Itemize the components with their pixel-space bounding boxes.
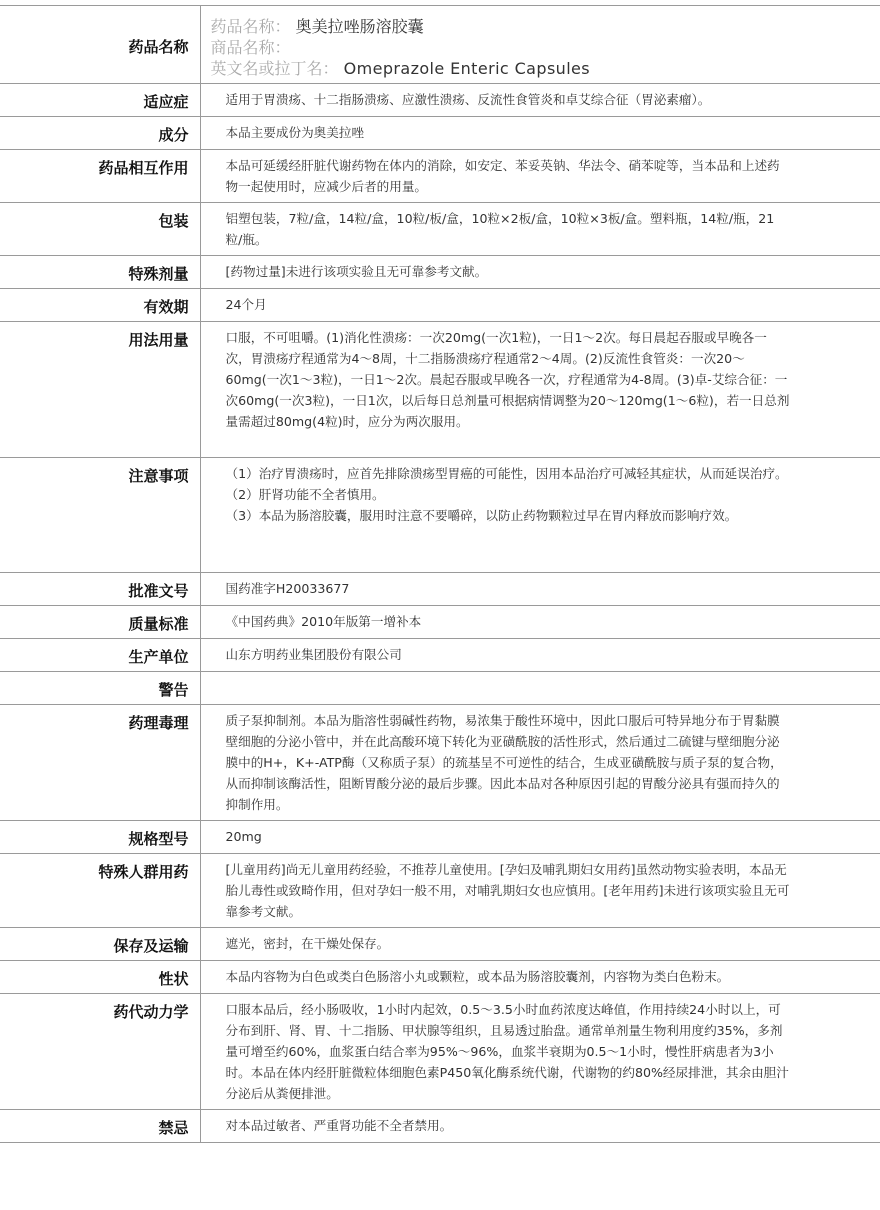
row-value xyxy=(200,150,880,203)
row-special-dose xyxy=(0,256,880,289)
trade-name-line xyxy=(211,37,880,58)
row-label xyxy=(0,1110,200,1143)
row-label xyxy=(0,6,200,84)
generic-name-line xyxy=(211,16,880,37)
pharmacology-label: 药理毒理 xyxy=(128,714,189,732)
composition-label: 成分 xyxy=(158,126,189,144)
row-storage xyxy=(0,928,880,961)
row-value xyxy=(200,705,880,821)
precaution-item: （1）治疗胃溃疡时，应首先排除溃疡型胃癌的可能性，因用本品治疗可减轻其症状，从而延误治疗。 xyxy=(225,466,788,481)
row-label xyxy=(0,821,200,854)
row-special-population xyxy=(0,854,880,928)
row-value xyxy=(200,1110,880,1143)
row-drug-name xyxy=(0,6,880,84)
row-value xyxy=(200,203,880,256)
row-warning xyxy=(0,672,880,705)
contraindication-value: 对本品过敏者、严重肾功能不全者禁用。 xyxy=(225,1118,453,1133)
drug-name-values xyxy=(200,6,880,84)
row-label xyxy=(0,672,200,705)
row-value xyxy=(200,289,880,322)
special-population-label: 特殊人群用药 xyxy=(98,863,189,881)
row-value xyxy=(200,606,880,639)
row-dosage xyxy=(0,322,880,458)
interaction-value: 本品可延缓经肝脏代谢药物在体内的消除，如安定、苯妥英钠、华法令、硝苯啶等，当本品和上述药物一起使用时，应减少后者的用量。 xyxy=(225,158,780,194)
row-value xyxy=(200,84,880,117)
special-dose-value: [药物过量]未进行该项实验且无可靠参考文献。 xyxy=(225,264,488,279)
pharmacokinetics-value: 口服本品后，经小肠吸收，1小时内起效，0.5～3.5小时血药浓度达峰值，作用持续24小时以上，可分布到肝、肾、胃、十二指肠、甲状腺等组织，且易透过胎盘。通常单剂量生物利用度约35%，多剂量可增至约60%，血浆蛋白结合率为95%～96%，血浆半衰期为0.5～1小时，慢性肝病患者为3小时。本品在体内经肝脏微粒体细胞色素P450氧化酶系统代谢，代谢物的约80%经尿排泄，其余由胆汁分泌后从粪便排泄。 xyxy=(225,1002,789,1101)
validity-value: 24个月 xyxy=(225,297,267,312)
trade-name-key: 商品名称： xyxy=(210,38,291,57)
row-value xyxy=(200,322,880,458)
row-label xyxy=(0,573,200,606)
row-pharmacology xyxy=(0,705,880,821)
appearance-value: 本品内容物为白色或类白色肠溶小丸或颗粒，或本品为肠溶胶囊剂，内容物为类白色粉末。 xyxy=(225,969,730,984)
drug-info-table xyxy=(0,5,880,1143)
row-value xyxy=(200,854,880,928)
dosage-label: 用法用量 xyxy=(128,331,189,349)
row-value xyxy=(200,672,880,705)
precaution-item: （2）肝肾功能不全者慎用。 xyxy=(225,487,385,502)
package-label: 包装 xyxy=(158,212,189,230)
indication-label: 适应症 xyxy=(143,93,189,111)
row-value xyxy=(200,639,880,672)
validity-label: 有效期 xyxy=(143,298,189,316)
row-indication xyxy=(0,84,880,117)
row-manufacturer xyxy=(0,639,880,672)
special-dose-label: 特殊剂量 xyxy=(128,265,189,283)
row-composition xyxy=(0,117,880,150)
row-label xyxy=(0,606,200,639)
row-value xyxy=(200,928,880,961)
precaution-item: （3）本品为肠溶胶囊，服用时注意不要嚼碎，以防止药物颗粒过早在胃内释放而影响疗效。 xyxy=(225,508,738,523)
english-name-key: 英文名或拉丁名： xyxy=(210,59,339,78)
row-package xyxy=(0,203,880,256)
generic-name-value: 奥美拉唑肠溶胶囊 xyxy=(295,17,424,36)
row-label xyxy=(0,150,200,203)
row-label xyxy=(0,705,200,821)
row-label xyxy=(0,458,200,573)
pharmacokinetics-label: 药代动力学 xyxy=(113,1003,189,1021)
row-label xyxy=(0,256,200,289)
spec-label: 规格型号 xyxy=(128,830,189,848)
appearance-label: 性状 xyxy=(158,970,189,988)
approval-label: 批准文号 xyxy=(128,582,189,600)
standard-value: 《中国药典》2010年版第一增补本 xyxy=(225,614,422,629)
row-label xyxy=(0,994,200,1110)
row-label xyxy=(0,322,200,458)
indication-value: 适用于胃溃疡、十二指肠溃疡、应激性溃疡、反流性食管炎和卓艾综合征（胃泌素瘤）。 xyxy=(225,92,711,107)
row-value xyxy=(200,961,880,994)
row-value xyxy=(200,117,880,150)
row-value xyxy=(200,573,880,606)
manufacturer-label: 生产单位 xyxy=(128,648,189,666)
special-population-value: [儿童用药]尚无儿童用药经验，不推荐儿童使用。[孕妇及哺乳期妇女用药]虽然动物实验表明，本品无胎儿毒性或致畸作用，但对孕妇一般不用，对哺乳期妇女也应慎用。[老年用药]未进行该项实验且无可靠参考文献。 xyxy=(225,862,790,919)
row-label xyxy=(0,84,200,117)
interaction-label: 药品相互作用 xyxy=(98,159,189,177)
storage-value: 遮光，密封，在干燥处保存。 xyxy=(225,936,390,951)
row-label xyxy=(0,289,200,322)
drug-name-label: 药品名称 xyxy=(128,38,189,56)
approval-value: 国药准字H20033677 xyxy=(225,581,350,596)
english-name-value: Omeprazole Enteric Capsules xyxy=(343,59,591,78)
row-value xyxy=(200,821,880,854)
row-label xyxy=(0,961,200,994)
row-label xyxy=(0,928,200,961)
composition-value: 本品主要成份为奥美拉唑 xyxy=(225,125,365,140)
row-pharmacokinetics xyxy=(0,994,880,1110)
row-interaction xyxy=(0,150,880,203)
row-standard xyxy=(0,606,880,639)
standard-label: 质量标准 xyxy=(128,615,189,633)
generic-name-key: 药品名称： xyxy=(210,17,291,36)
pharmacology-value: 质子泵抑制剂。本品为脂溶性弱碱性药物，易浓集于酸性环境中，因此口服后可特异地分布于胃黏膜壁细胞的分泌小管中，并在此高酸环境下转化为亚磺酰胺的活性形式，然后通过二硫键与壁细胞分泌膜中的H+，K+-ATP酶（又称质子泵）的巯基呈不可逆性的结合，生成亚磺酰胺与质子泵的复合物，从而抑制该酶活性，阻断胃酸分泌的最后步骤。因此本品对各种原因引起的胃酸分泌具有强而持久的抑制作用。 xyxy=(225,713,783,812)
row-approval xyxy=(0,573,880,606)
storage-label: 保存及运输 xyxy=(113,937,189,955)
warning-label: 警告 xyxy=(158,681,189,699)
precautions-label: 注意事项 xyxy=(128,467,189,485)
contraindication-label: 禁忌 xyxy=(158,1119,189,1137)
row-label xyxy=(0,203,200,256)
english-name-line xyxy=(211,58,880,79)
row-contraindication xyxy=(0,1110,880,1143)
dosage-value: 口服，不可咀嚼。(1)消化性溃疡：一次20mg(一次1粒)，一日1～2次。每日晨起吞服或早晚各一次，胃溃疡疗程通常为4～8周，十二指肠溃疡疗程通常2～4周。(2)反流性食管炎：一次20～60mg(一次1～3粒)，一日1～2次。晨起吞服或早晚各一次，疗程通常为4-8周。(3)卓-艾综合征：一次60mg(一次3粒)，一日1次，以后每日总剂量可根据病情调整为20～120mg(1～6粒)，若一日总剂量需超过80mg(4粒)时，应分为两次服用。 xyxy=(225,330,790,429)
row-label xyxy=(0,639,200,672)
row-appearance xyxy=(0,961,880,994)
row-value xyxy=(200,256,880,289)
row-precautions xyxy=(0,458,880,573)
row-validity xyxy=(0,289,880,322)
spec-value: 20mg xyxy=(225,829,262,844)
package-value: 铝塑包装，7粒/盒，14粒/盒，10粒/板/盒，10粒×2板/盒，10粒×3板/盒。塑料瓶，14粒/瓶，21粒/瓶。 xyxy=(225,211,775,247)
row-spec xyxy=(0,821,880,854)
row-label xyxy=(0,854,200,928)
manufacturer-value: 山东方明药业集团股份有限公司 xyxy=(225,647,402,662)
row-value xyxy=(200,994,880,1110)
row-value xyxy=(200,458,880,573)
row-label xyxy=(0,117,200,150)
